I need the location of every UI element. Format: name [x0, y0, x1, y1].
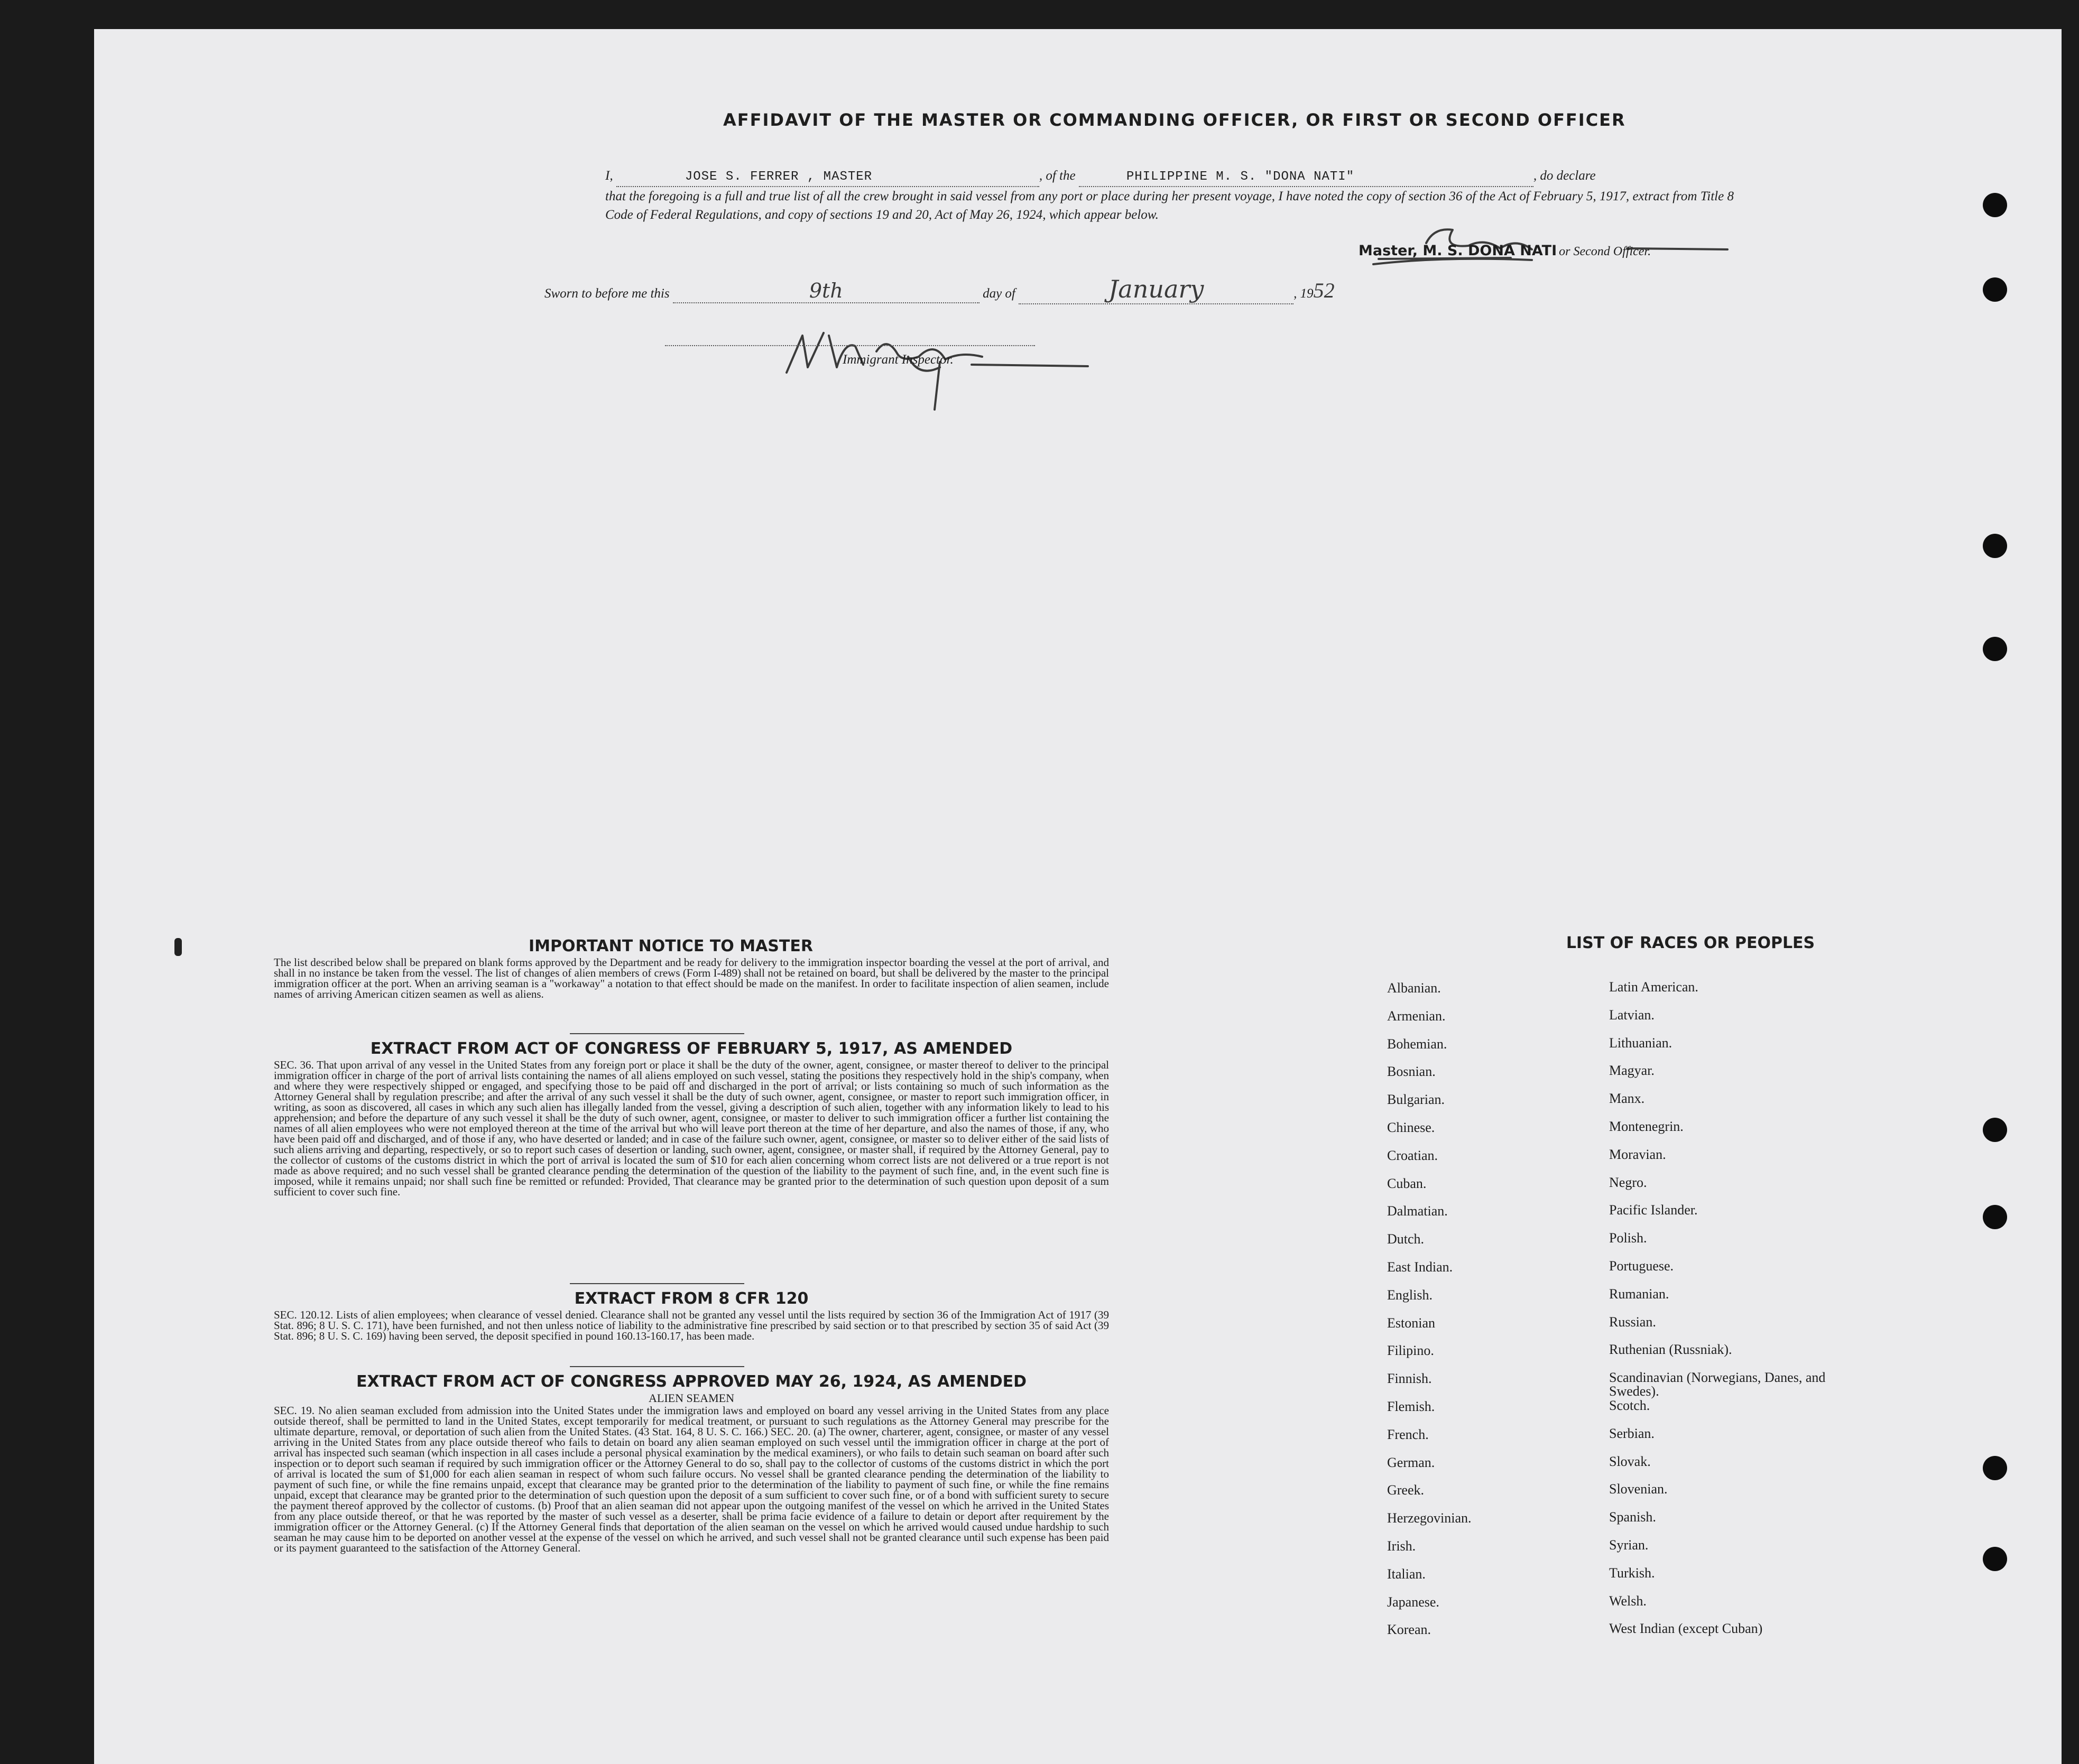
race-item: Lithuanian. — [1609, 1035, 1673, 1051]
race-item: Serbian. — [1609, 1425, 1655, 1441]
signature-line — [1359, 243, 1651, 259]
race-item: Armenian. — [1387, 1008, 1446, 1024]
notice-title: IMPORTANT NOTICE TO MASTER — [529, 937, 813, 955]
extract-1924-text: SEC. 19. No alien seaman excluded from admission into the United States under the immigration laws and employed on board any vessel arriving in the United States from any place outside thereof, shall be permitted to land in the United States, except temporarily for medical treatment, or pursuant to such regulations as the Attorney General may prescribe for the ultimate departure, removal, or deportation of such alien from the United States. (43 Stat. 164, 8 U. S. C. 166.) SEC. 20. (a) The owner, charterer, agent, consignee, or master of any vessel arriving in the United States from any place outside thereof who fails to detain on board any alien seaman employed on such vessel until the immigration officer in charge at the port of arrival has inspected such seaman (which inspection in all cases include a personal physical examination by the medical examiners), or who fails to detain such seaman on board after such inspection or to deport such seaman if required by such immigration officer or the Attorney General to do so, shall pay to the collector of customs of the customs district in which the port of arrival is located the sum of $1,000 for each alien seaman in respect of whom such failure occurs. No vessel shall be granted clearance pending the determination of the liability to payment of such fine, or while the fine remains unpaid, except that clearance may be granted prior to the determination of the liability to payment of such fine, or while the fine remains unpaid, except that clearance may be granted prior to the determination of such question upon the deposit of a sum sufficient to cover such fine, or of a bond with sufficient surety to secure the payment thereof approved by the collector of customs. (b) Proof that an alien seaman did not appear upon the outgoing manifest of the vessel on which he arrived in the United States from any place outside thereof, or that he was reported by the master of such vessel as a deserter, shall be prima facie evidence of a failure to detain or deport after requirement by the immigration officer or the Attorney General. (c) If the Attorney General finds that deportation of the alien seaman on the vessel on which he arrived would caused undue hardship to such seaman he may cause him to be deported on another vessel at the expense of the vessel on which he arrived, and such vessel shall not be granted clearance until such expense has been paid or its payment guaranteed to the satisfaction of the Attorney General. — [274, 1404, 1109, 1554]
sworn-label: Sworn to before me this — [544, 286, 670, 301]
race-item: Estonian — [1387, 1315, 1435, 1331]
affidavit-title: AFFIDAVIT OF THE MASTER OR COMMANDING OFFICER, OR FIRST OR SECOND OFFICER — [723, 110, 1626, 130]
race-item: Finnish. — [1387, 1371, 1432, 1387]
race-item: Scotch. — [1609, 1398, 1650, 1413]
race-item: Turkish. — [1609, 1565, 1655, 1581]
race-item: Cuban. — [1387, 1175, 1427, 1191]
vessel-field — [1079, 166, 1533, 187]
affidavit-first-line — [605, 166, 1734, 187]
race-item: Chinese. — [1387, 1120, 1435, 1135]
punch-hole — [1983, 1118, 2007, 1142]
margin-mark — [174, 938, 182, 956]
race-item: Greek. — [1387, 1482, 1425, 1498]
race-item: East Indian. — [1387, 1259, 1453, 1275]
punch-hole — [1983, 1205, 2007, 1229]
extract-1924-title: EXTRACT FROM ACT OF CONGRESS APPROVED MAY 26, 1924, AS AMENDED — [356, 1372, 1027, 1391]
sworn-day-field — [673, 279, 980, 303]
inspector-label: Immigrant Inspector. — [843, 352, 954, 367]
divider-2 — [570, 1283, 744, 1284]
sworn-day: 9th — [809, 279, 843, 302]
race-item: Moravian. — [1609, 1146, 1666, 1162]
sworn-month: January — [1108, 275, 1204, 303]
punch-hole — [1983, 193, 2007, 217]
race-item: Bohemian. — [1387, 1036, 1447, 1052]
race-item: French. — [1387, 1426, 1429, 1442]
race-item: Korean. — [1387, 1622, 1431, 1638]
race-item: Filipino. — [1387, 1343, 1434, 1359]
punch-hole — [1983, 277, 2007, 302]
race-item: Dutch. — [1387, 1231, 1425, 1247]
race-item: Bulgarian. — [1387, 1092, 1445, 1108]
race-item: Irish. — [1387, 1538, 1416, 1554]
master-stamp: Master, M. S. DONA NATI — [1359, 243, 1557, 259]
race-item: Dalmatian. — [1387, 1203, 1448, 1219]
race-item: German. — [1387, 1454, 1435, 1470]
form-sheet — [94, 29, 2062, 1764]
race-item: Magyar. — [1609, 1063, 1655, 1079]
divider-1 — [570, 1033, 744, 1034]
sworn-line — [544, 275, 1335, 304]
race-item: Manx. — [1609, 1091, 1645, 1107]
race-item: Slovenian. — [1609, 1481, 1668, 1497]
race-item: Italian. — [1387, 1566, 1426, 1582]
signature-role: or Second Officer. — [1559, 245, 1651, 258]
race-item: Flemish. — [1387, 1399, 1435, 1414]
affidavit-i: I, — [605, 169, 613, 183]
race-item: Pacific Islander. — [1609, 1202, 1698, 1218]
master-name-field — [616, 166, 1039, 187]
race-item: Polish. — [1609, 1230, 1647, 1246]
punch-hole — [1983, 1547, 2007, 1571]
race-item: Albanian. — [1387, 980, 1441, 996]
divider-3 — [570, 1366, 744, 1367]
race-item: English. — [1387, 1287, 1433, 1303]
race-item: Rumanian. — [1609, 1286, 1669, 1302]
extract-1917-text: SEC. 36. That upon arrival of any vessel in the United States from any foreign port or place it shall be the duty of the owner, agent, consignee, or master thereof to deliver to the principal immigration officer in charge of the port of arrival lists containing the names of all aliens employed on such vessel, stating the positions they respectively hold in the ship's company, when and where they were respectively shipped or engaged, and specifying those to be paid off and discharged in the port of arrival; or lists containing so much of such information as the Attorney General shall by regulation prescribe; and after the arrival of any such vessel it shall be the duty of such owner, agent, consignee, or master to report such immigration officer, in writing, as soon as discovered, all cases in which any such alien has illegally landed from the vessel, giving a description of such alien, together with any information likely to lead to his apprehension; and before the departure of any such vessel it shall be the duty of such owner, agent, consignee, or master to deliver to such immigration officer a further list containing the names of all alien employees who were not employed thereon at the time of the arrival but who will leave port thereon at the time of her departure, and also the names of those, if any, who have been paid off and discharged, and of those if any, who have deserted or landed; and in case of the failure such owner, agent, consignee, or master so to deliver either of the said lists of such aliens arriving and departing, respectively, or so to report such cases of desertion or landing, such owner, agent, consignee, or master shall, if required by the Attorney General, pay to the collector of customs of the customs district in which the port of arrival is located the sum of $10 for each alien concerning whom correct lists are not delivered or a true report is not made as above required; and no such vessel shall be granted clearance pending the determination of the question of the liability to the payment of such fine, and, in the event such fine is imposed, while it remains unpaid; nor shall such fine be remitted or refunded: Provided, That clearance may be granted prior to the determination of such question upon deposit of a sum sufficient to cover such fine. — [274, 1059, 1109, 1198]
race-item: Ruthenian (Russniak). — [1609, 1342, 1732, 1358]
race-item: Negro. — [1609, 1174, 1647, 1190]
race-item: Syrian. — [1609, 1537, 1649, 1553]
race-item: Welsh. — [1609, 1593, 1647, 1609]
day-of-label: day of — [983, 286, 1015, 301]
extract-cfr-text: SEC. 120.12. Lists of alien employees; when clearance of vessel denied. Clearance shall not be granted any vessel until the lists required by section 36 of the Immigration Act of 1917 (39 Stat. 896; 8 U. S. C. 171), have been furnished, and not then unless notice of liability to the administrative fine prescribed by said section or to that prescribed by section 35 of said Act (39 Stat. 896; 8 U. S. C. 169) having been served, the deposit specified in pound 160.13-160.17, has been made. — [274, 1308, 1109, 1342]
affidavit-body: that the foregoing is a full and true list of all the crew brought in said vessel from any port or place during her present voyage, I have noted the copy of section 36 of the Act of February 5, 1917, extract from Title 8 Code of Federal Regulations, and copy of sections 19 and 20, Act of May 26, 1924, which appear below. — [605, 189, 1734, 222]
inspector-signature-line — [665, 345, 1035, 346]
race-item: Herzegovinian. — [1387, 1510, 1472, 1526]
year-prefix: , 19 — [1293, 286, 1314, 301]
sworn-month-field — [1019, 275, 1293, 304]
races-title: LIST OF RACES OR PEOPLES — [1566, 934, 1815, 952]
race-item: Scandinavian (Norwegians, Danes, and Swedes). — [1609, 1370, 1826, 1399]
race-item: Japanese. — [1387, 1594, 1439, 1610]
affidavit-text — [605, 166, 1734, 224]
sworn-year: 52 — [1313, 278, 1335, 302]
master-name: JOSE S. FERRER , MASTER — [685, 170, 873, 184]
race-item: Portuguese. — [1609, 1258, 1674, 1274]
extract-1924-subtitle: ALIEN SEAMEN — [649, 1391, 734, 1405]
punch-hole — [1983, 534, 2007, 558]
races-column-2 — [1609, 980, 1937, 1667]
vessel-name: PHILIPPINE M. S. "DONA NATI" — [1126, 170, 1355, 184]
race-item: Russian. — [1609, 1314, 1656, 1330]
race-item: Montenegrin. — [1609, 1119, 1684, 1134]
race-item: Bosnian. — [1387, 1064, 1436, 1080]
race-item: Croatian. — [1387, 1147, 1438, 1163]
extract-1917-title: EXTRACT FROM ACT OF CONGRESS OF FEBRUARY 5, 1917, AS AMENDED — [370, 1039, 1013, 1058]
punch-hole — [1983, 1456, 2007, 1480]
punch-hole — [1983, 637, 2007, 661]
race-item: Latin American. — [1609, 979, 1698, 995]
races-column-1 — [1387, 980, 1630, 1667]
race-item: Latvian. — [1609, 1007, 1655, 1023]
race-item: West Indian (except Cuban) — [1609, 1621, 1763, 1637]
notice-text: The list described below shall be prepared on blank forms approved by the Department and be ready for delivery to the immigration inspector boarding the vessel at the port of arrival, and shall in no instance be taken from the vessel. The list of changes of alien members of crews (Form I-489) shall not be retained on board, but shall be delivered by the master to the principal immigration officer at the port. When an arriving seaman is a "workaway" a notation to that effect should be made on the manifest. In order to facilitate inspection of alien seamen, include names of arriving American citizen seamen as well as aliens. — [274, 956, 1109, 1000]
affidavit-of-the: , of the — [1039, 169, 1076, 183]
affidavit-do-declare: , do declare — [1533, 169, 1596, 183]
race-item: Spanish. — [1609, 1509, 1656, 1525]
race-item: Slovak. — [1609, 1453, 1651, 1469]
extract-cfr-title: EXTRACT FROM 8 CFR 120 — [574, 1289, 809, 1308]
